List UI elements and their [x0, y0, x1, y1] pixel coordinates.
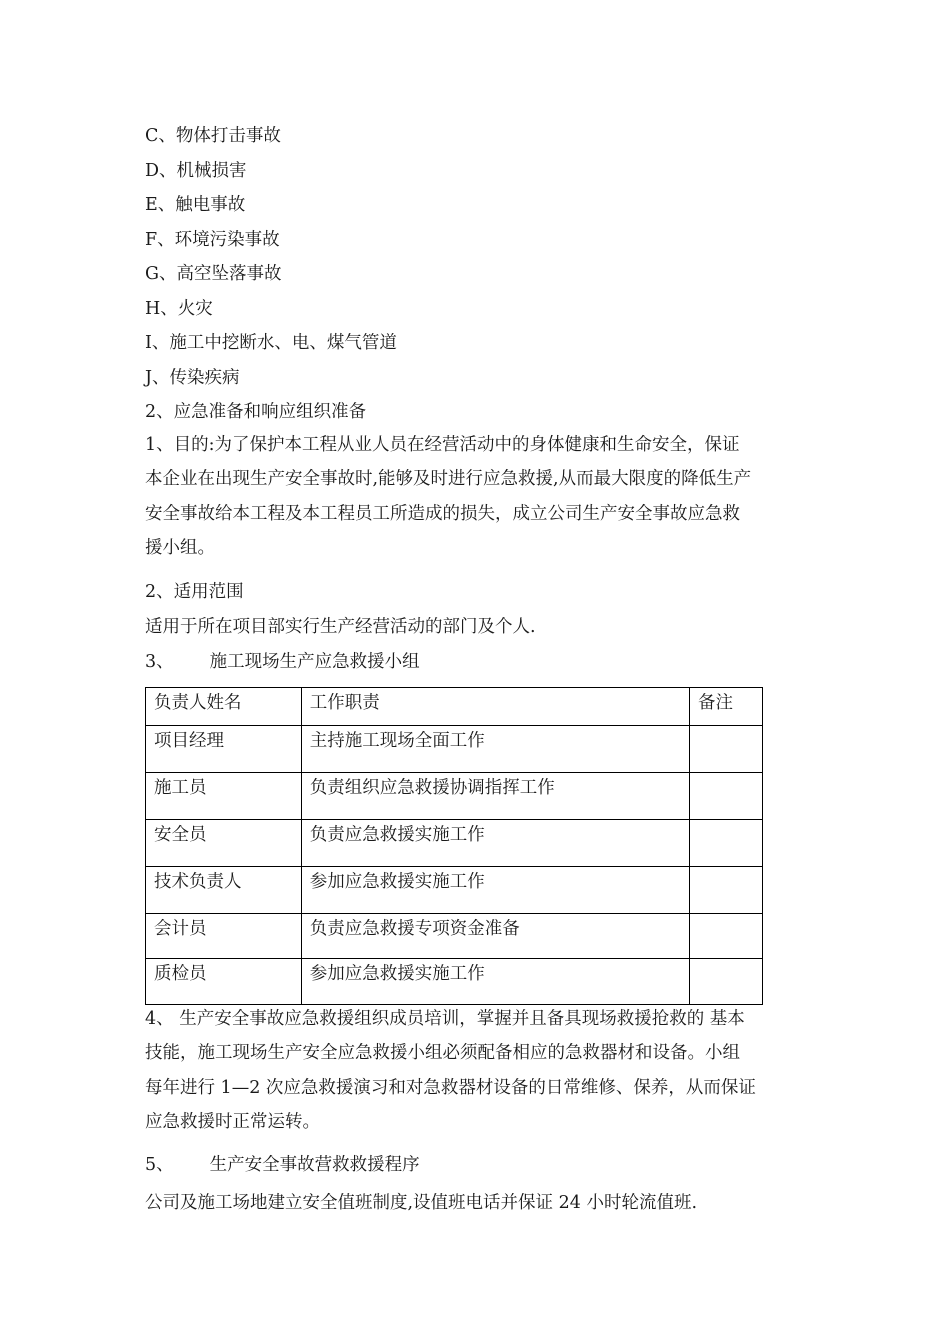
- table-row: [146, 867, 763, 914]
- rescue-team-table: [145, 687, 763, 1005]
- purpose-paragraph: [145, 428, 810, 565]
- team-heading: [145, 650, 420, 674]
- scope-text: 适用于所在项目部实行生产经营活动的部门及个人.: [145, 617, 536, 637]
- procedure-heading-number: 5、: [145, 1155, 174, 1175]
- paragraph-line: 援小组。: [145, 537, 215, 558]
- list-item: H、火灾: [145, 299, 213, 319]
- team-heading-text: 施工现场生产应急救援小组: [209, 652, 420, 672]
- team-heading-number: 3、: [145, 652, 174, 672]
- table-header-row: [146, 688, 763, 726]
- table-cell: [690, 820, 763, 867]
- list-item: I、施工中挖断水、电、煤气管道: [145, 333, 397, 353]
- paragraph-line: 4、 生产安全事故应急救援组织成员培训，掌握并且备具现场救援抢救的 基本: [145, 1009, 745, 1029]
- paragraph-line: 每年进行 1—2 次应急救援演习和对急救器材设备的日常维修、保养，从而保证: [145, 1077, 756, 1098]
- duty-system-text: 公司及施工场地建立安全值班制度,设值班电话并保证 24 小时轮流值班.: [145, 1193, 698, 1213]
- paragraph-line: 本企业在出现生产安全事故时,能够及时进行应急救援,从而最大限度的降低生产: [145, 469, 752, 490]
- paragraph-line: 技能，施工现场生产安全应急救援小组必须配备相应的急救器材和设备。小组: [145, 1043, 740, 1064]
- training-paragraph: [145, 1002, 810, 1139]
- table-cell: [690, 726, 763, 773]
- table-row: [146, 914, 763, 959]
- paragraph-line: 应急救援时正常运转。: [145, 1111, 320, 1132]
- table-cell: 项目经理: [146, 726, 302, 773]
- table-cell: [690, 867, 763, 914]
- paragraph-line: 安全事故给本工程及本工程员工所造成的损失，成立公司生产安全事故应急救: [145, 503, 740, 524]
- table-cell: 主持施工现场全面工作: [301, 726, 689, 773]
- paragraph-line: 1、目的:为了保护本工程从业人员在经营活动中的身体健康和生命安全，保证: [145, 435, 740, 455]
- table-cell: 负责组织应急救援协调指挥工作: [301, 773, 689, 820]
- table-cell: 技术负责人: [146, 867, 302, 914]
- table-row: [146, 820, 763, 867]
- table-cell: 负责应急救援专项资金准备: [301, 914, 689, 959]
- table-row: [146, 773, 763, 820]
- table-cell: 施工员: [146, 773, 302, 820]
- table-cell: [690, 773, 763, 820]
- section-heading: 2、应急准备和响应组织准备: [145, 402, 367, 422]
- list-item: E、触电事故: [145, 195, 246, 215]
- list-item: C、物体打击事故: [145, 126, 281, 146]
- table-cell: [690, 914, 763, 959]
- table-cell: 参加应急救援实施工作: [301, 867, 689, 914]
- list-item: G、高空坠落事故: [145, 264, 282, 284]
- list-item: J、传染疾病: [145, 368, 240, 388]
- table-cell: 会计员: [146, 914, 302, 959]
- list-item: F、环境污染事故: [145, 230, 280, 250]
- procedure-heading: [145, 1153, 420, 1177]
- table-header-cell: 工作职责: [301, 688, 689, 726]
- procedure-heading-text: 生产安全事故营救救援程序: [209, 1155, 420, 1175]
- table-cell: 参加应急救援实施工作: [301, 959, 689, 1005]
- scope-heading: 2、适用范围: [145, 582, 244, 602]
- table-cell: [690, 959, 763, 1005]
- table-row: [146, 959, 763, 1005]
- table-header-cell: 负责人姓名: [146, 688, 302, 726]
- table-cell: 安全员: [146, 820, 302, 867]
- table-cell: 负责应急救援实施工作: [301, 820, 689, 867]
- table-cell: 质检员: [146, 959, 302, 1005]
- list-item: D、机械损害: [145, 161, 247, 181]
- table-header-cell: 备注: [690, 688, 763, 726]
- table-row: [146, 726, 763, 773]
